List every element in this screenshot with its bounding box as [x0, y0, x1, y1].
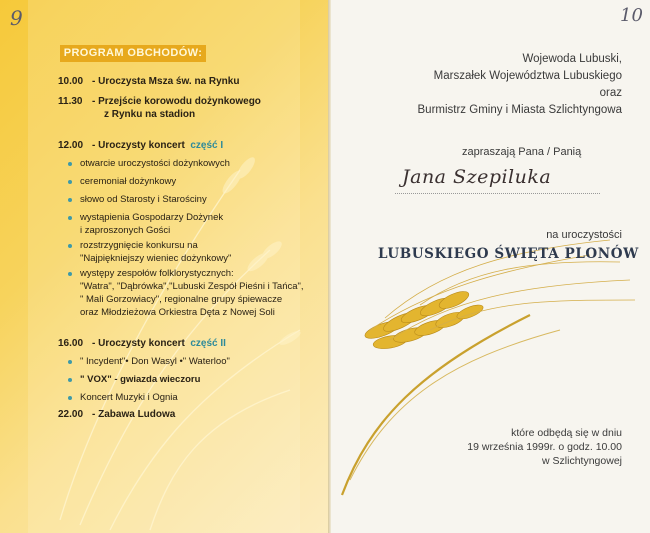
program-list-item: ceremoniał dożynkowy — [80, 176, 177, 187]
bullet-icon — [68, 360, 72, 364]
program-list-item-cont: oraz Młodzieżowa Orkiestra Dęta z Nowej Soli — [80, 307, 275, 318]
handwritten-name: Jana Szepiluka — [402, 166, 552, 188]
program-list-item: otwarcie uroczystości dożynkowych — [80, 158, 230, 169]
concert2-time: 16.00 — [58, 338, 84, 349]
concert2-part: część II — [190, 338, 226, 349]
detail-line: które odbędą się w dniu — [511, 427, 622, 439]
concert1-label-text: - Uroczysty koncert — [92, 140, 185, 151]
signature-line — [395, 193, 600, 194]
concert1-time: 12.00 — [58, 140, 84, 151]
bullet-icon — [68, 198, 72, 202]
program-list-item-headliner: " VOX" - gwiazda wieczoru — [80, 374, 201, 385]
concert2-label — [92, 337, 226, 350]
program-list-item: " Incydent"• Don Wasyl •" Waterloo" — [80, 356, 230, 367]
host-line: Marszałek Województwa Lubuskiego — [433, 70, 622, 82]
bullet-icon — [68, 162, 72, 166]
program-list-item: rozstrzygnięcie konkursu na — [80, 240, 198, 251]
schedule-event: - Przejście korowodu dożynkowego — [92, 96, 261, 107]
closing-time: 22.00 — [58, 409, 84, 420]
program-list-item-cont: i zaproszonych Gości — [80, 225, 171, 236]
program-list-item: wystąpienia Gospodarzy Dożynek — [80, 212, 224, 223]
detail-line: w Szlichtyngowej — [542, 455, 622, 467]
program-list-item: słowo od Starosty i Starościny — [80, 194, 207, 205]
at-text: na uroczystości — [546, 229, 622, 241]
closing-event: - Zabawa Ludowa — [92, 409, 176, 420]
schedule-event-cont: z Rynku na stadion — [104, 109, 196, 120]
program-list-item-cont: "Watra", "Dąbrówka","Lubuski Zespół Pieśni i Tańca", — [80, 281, 304, 292]
concert2-label-text: - Uroczysty koncert — [92, 338, 185, 349]
bullet-icon — [68, 396, 72, 400]
host-line: oraz — [599, 87, 622, 99]
bullet-icon — [68, 378, 72, 382]
bullet-icon — [68, 272, 72, 276]
schedule-time: 11.30 — [58, 96, 83, 107]
bullet-icon — [68, 216, 72, 220]
bullet-icon — [68, 180, 72, 184]
program-list-item-cont: " Mali Gorzowiacy", regionalne grupy śpiewacze — [80, 294, 283, 305]
page-number-right: 10 — [620, 5, 643, 26]
fold-crease — [328, 0, 331, 533]
invite-text: zapraszają Pana / Panią — [462, 146, 582, 158]
page-number-left: 9 — [10, 6, 23, 30]
program-title: PROGRAM OBCHODÓW: — [60, 45, 206, 62]
bullet-icon — [68, 244, 72, 248]
concert1-label — [92, 139, 223, 152]
program-list-item: Koncert Muzyki i Ognia — [80, 392, 178, 403]
host-line: Burmistrz Gminy i Miasta Szlichtyngowa — [417, 104, 622, 116]
program-list-item: występy zespołów folklorystycznych: — [80, 268, 234, 279]
detail-line: 19 września 1999r. o godz. 10.00 — [467, 441, 622, 453]
host-line: Wojewoda Lubuski, — [522, 53, 622, 65]
concert1-part: część I — [190, 140, 224, 151]
program-list-item-cont: "Najpiękniejszy wieniec dożynkowy" — [80, 253, 232, 264]
event-title: LUBUSKIEGO ŚWIĘTA PLONÓW — [378, 246, 639, 262]
schedule-event: - Uroczysta Msza św. na Rynku — [92, 76, 240, 87]
schedule-time: 10.00 — [58, 76, 84, 87]
